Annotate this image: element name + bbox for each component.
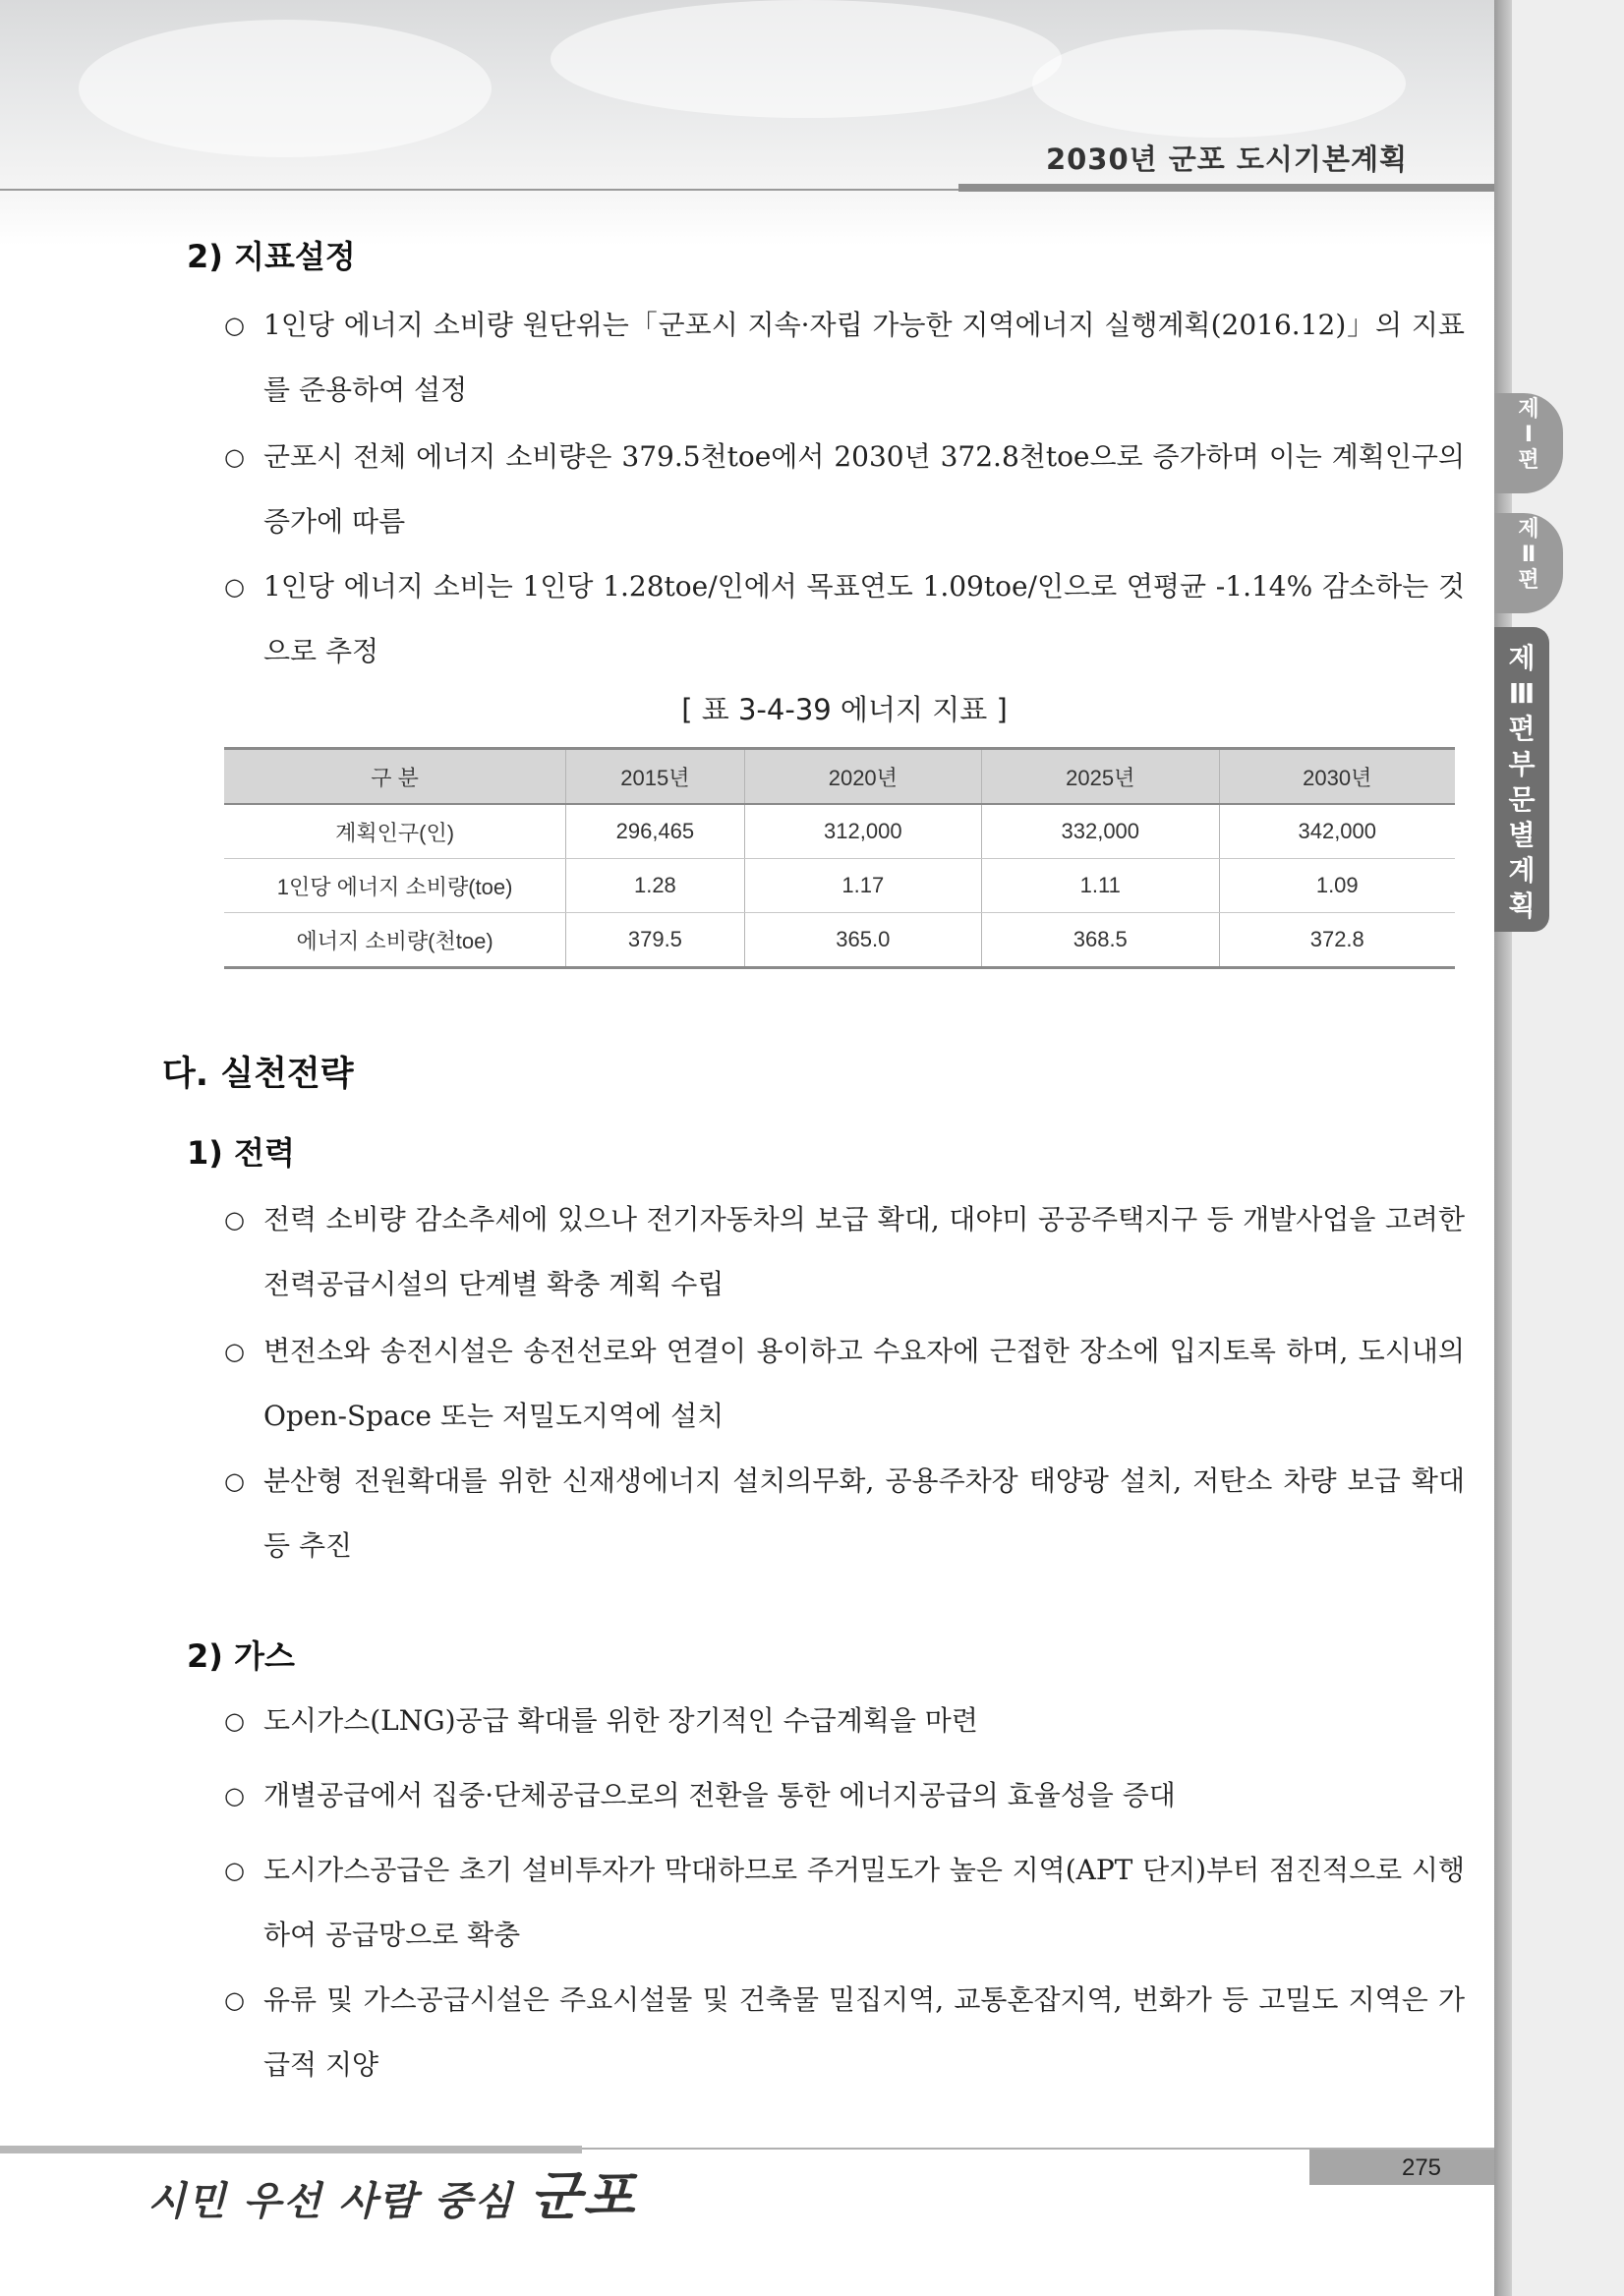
tab-part-2[interactable]: 제 Ⅱ 편 (1494, 513, 1563, 613)
table-cell: 372.8 (1219, 913, 1455, 968)
chapter-sidebar (1494, 0, 1624, 2296)
list-item: ○ 전력 소비량 감소추세에 있으나 전기자동차의 보급 확대, 대야미 공공주택지구 등 개발사업을 고려한 전력공급시설의 단계별 확충 계획 수립 (224, 1187, 1465, 1317)
table-cell: 368.5 (982, 913, 1219, 968)
table-row (224, 859, 1455, 913)
table-cell: 296,465 (566, 804, 744, 859)
table-row (224, 804, 1455, 859)
col-header: 2015년 (566, 749, 744, 805)
table-cell: 1.28 (566, 859, 744, 913)
cloud-decoration (1032, 29, 1406, 138)
list-item: ○ 도시가스공급은 초기 설비투자가 막대하므로 주거밀도가 높은 지역(APT 단지)부터 점진적으로 시행하여 공급망으로 확충 (224, 1838, 1465, 1968)
list-item: ○ 유류 및 가스공급시설은 주요시설물 및 건축물 밀집지역, 교통혼잡지역, 번화가 등 고밀도 지역은 가급적 지양 (224, 1968, 1465, 2097)
tab-part-3-active[interactable]: 제 Ⅲ 편 부 문 별 계 획 (1494, 627, 1549, 932)
list-item: ○ 1인당 에너지 소비는 1인당 1.28toe/인에서 목표연도 1.09toe/인으로 연평균 -1.14% 감소하는 것으로 추정 (224, 554, 1465, 684)
heading-strategy: 다. 실천전략 (162, 1055, 354, 1094)
bullet-circle-icon: ○ (224, 312, 245, 339)
list-item: ○ 변전소와 송전시설은 송전선로와 연결이 용이하고 수요자에 근접한 장소에 입지토록 하며, 도시내의 Open-Space 또는 저밀도지역에 설치 (224, 1319, 1465, 1449)
list-item: ○ 분산형 전원확대를 위한 신재생에너지 설치의무화, 공용주차장 태양광 설치, 저탄소 차량 보급 확대 등 추진 (224, 1449, 1465, 1578)
bullet-circle-icon: ○ (224, 1467, 245, 1495)
list-item: ○ 도시가스(LNG)공급 확대를 위한 장기적인 수급계획을 마련 (224, 1689, 1465, 1753)
cloud-decoration (79, 20, 492, 157)
list-item: ○ 군포시 전체 에너지 소비량은 379.5천toe에서 2030년 372.8천toe으로 증가하며 이는 계획인구의 증가에 따름 (224, 425, 1465, 554)
table-cell: 365.0 (744, 913, 981, 968)
page-number: 275 (1309, 2150, 1494, 2185)
bullet-circle-icon: ○ (224, 443, 245, 471)
col-header: 2030년 (1219, 749, 1455, 805)
bullet-circle-icon: ○ (224, 1986, 245, 2014)
bullet-circle-icon: ○ (224, 1782, 245, 1809)
table-cell: 1.09 (1219, 859, 1455, 913)
row-label: 에너지 소비량(천toe) (224, 913, 566, 968)
list-item: ○ 1인당 에너지 소비량 원단위는「군포시 지속·자립 가능한 지역에너지 실행계획(2016.12)」의 지표를 준용하여 설정 (224, 293, 1465, 423)
row-label: 1인당 에너지 소비량(toe) (224, 859, 566, 913)
bullet-circle-icon: ○ (224, 573, 245, 601)
table-cell: 1.11 (982, 859, 1219, 913)
heading-gas: 2) 가스 (187, 1637, 295, 1675)
table-row (224, 913, 1455, 968)
col-header: 2020년 (744, 749, 981, 805)
table-cell: 312,000 (744, 804, 981, 859)
heading-electricity: 1) 전력 (187, 1134, 295, 1172)
table-cell: 379.5 (566, 913, 744, 968)
list-item: ○ 개별공급에서 집중·단체공급으로의 전환을 통한 에너지공급의 효율성을 증대 (224, 1763, 1465, 1828)
table-header-row (224, 749, 1455, 805)
tab-part-1[interactable]: 제 Ⅰ 편 (1494, 393, 1563, 493)
document-title: 2030년 군포 도시기본계획 (1045, 143, 1408, 176)
cloud-decoration (551, 0, 1062, 118)
bullet-circle-icon: ○ (224, 1857, 245, 1884)
heading-indicators: 2) 지표설정 (187, 238, 356, 275)
bullet-circle-icon: ○ (224, 1338, 245, 1365)
bullet-circle-icon: ○ (224, 1206, 245, 1234)
table-cell: 1.17 (744, 859, 981, 913)
row-label: 계획인구(인) (224, 804, 566, 859)
table-cell: 332,000 (982, 804, 1219, 859)
sidebar-edge (1494, 0, 1512, 2296)
col-header: 2025년 (982, 749, 1219, 805)
city-slogan-logo: 시민 우선 사람 중심 군포 (147, 2164, 637, 2227)
header-divider-accent (958, 184, 1494, 192)
energy-indicator-table (224, 747, 1455, 969)
table-cell: 342,000 (1219, 804, 1455, 859)
footer-divider-accent (0, 2146, 582, 2153)
bullet-circle-icon: ○ (224, 1707, 245, 1735)
col-header: 구 분 (224, 749, 566, 805)
table-caption: [ 표 3-4-39 에너지 지표 ] (681, 693, 1008, 726)
header-divider (0, 189, 958, 191)
header-background (0, 0, 1494, 246)
